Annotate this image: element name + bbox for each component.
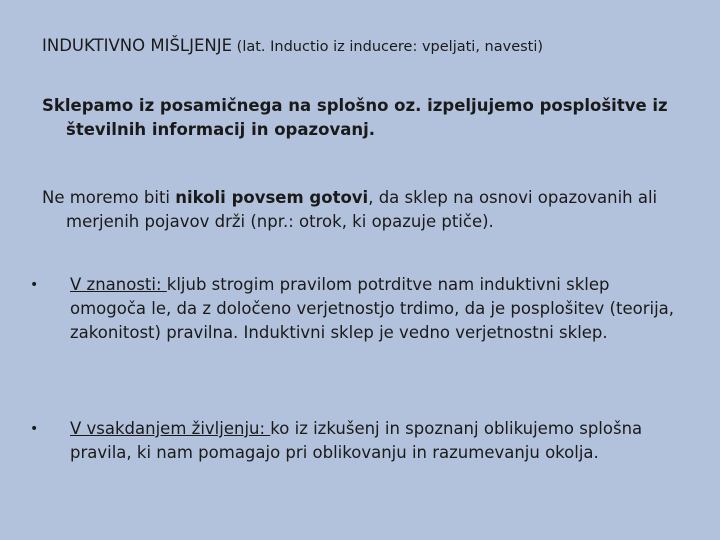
bullet-item-everyday	[30, 417, 680, 465]
bullet-lead: V vsakdanjem življenju:	[70, 419, 271, 438]
paragraph-uncertainty-bold: nikoli povsem gotovi	[175, 188, 369, 207]
bullet-marker: •	[30, 277, 39, 293]
slide-title	[42, 34, 702, 59]
paragraph-uncertainty	[42, 186, 706, 234]
title-subtitle: (lat. Inductio iz inducere: vpeljati, navesti)	[232, 39, 544, 55]
bullet-lead: V znanosti:	[70, 275, 167, 294]
paragraph-definition: Sklepamo iz posamičnega na splošno oz. izpeljujemo posplošitve iz številnih informacij in opazovanj.	[42, 96, 668, 139]
title-main: INDUKTIVNO MIŠLJENJE	[42, 36, 233, 55]
bullet-body: kljub strogim pravilom potrditve nam induktivni sklep omogoča le, da z določeno verjetnostjo trdimo, da je posplošitev (teorija, zakonitost) pravilna. Induktivni sklep je vedno verjetnostni sklep.	[70, 275, 675, 342]
bullet-marker: •	[30, 421, 39, 437]
bullet-body: ko iz izkušenj in spoznanj oblikujemo splošna pravila, ki nam pomagajo pri oblikovanju in razumevanju okolja.	[70, 419, 643, 462]
bullet-text	[70, 417, 680, 465]
bullet-text	[70, 273, 680, 345]
paragraph-uncertainty-before: Ne moremo biti	[42, 188, 176, 207]
bullet-item-science	[30, 273, 680, 345]
paragraph-uncertainty-after: , da sklep na osnovi opazovanih ali merjenih pojavov drži (npr.: otrok, ki opazuje ptiče).	[66, 188, 658, 231]
